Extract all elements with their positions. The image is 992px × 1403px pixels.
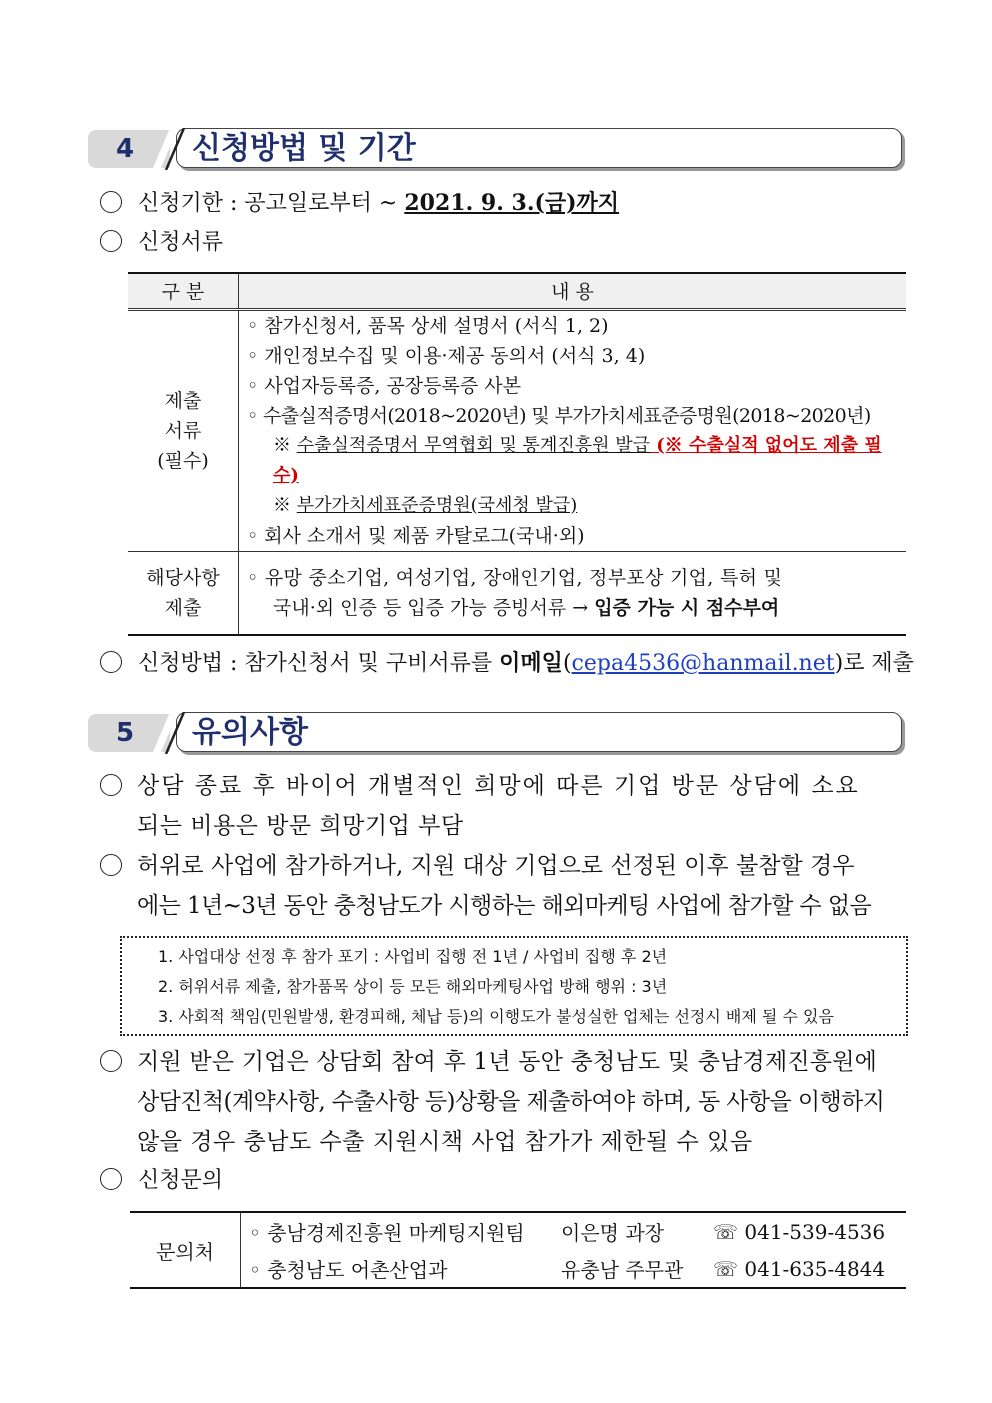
circle-bullet-icon — [100, 854, 122, 876]
email-link[interactable]: cepa4536@hanmail.net — [571, 651, 835, 676]
circle-bullet-icon — [100, 651, 122, 673]
section-5-header — [88, 712, 902, 754]
list-item: ◦ 수출실적증명서(2018~2020년) 및 부가가치세표준증명원(2018~2020년) — [247, 404, 871, 427]
circle-bullet-icon — [100, 774, 122, 796]
method-line: 신청방법 : 참가신청서 및 구비서류를 이메일(cepa4536@hanmail.net)로 제출 — [100, 648, 914, 679]
contact-org: ◦ 충청남도 어촌산업과 — [249, 1258, 448, 1282]
contact-person: 유충남 주무관 — [561, 1258, 684, 1282]
section-title: 신청방법 및 기간 — [192, 131, 416, 166]
section-number: 4 — [88, 130, 170, 168]
contact-person: 이은명 과장 — [561, 1221, 664, 1245]
deadline-line: 신청기한 : 공고일로부터 ~ 2021. 9. 3.(금)까지 — [100, 188, 619, 219]
contact-phone: ☏ 041-539-4536 — [713, 1219, 886, 1244]
circle-bullet-icon — [100, 1168, 122, 1190]
contact-label: 문의처 — [130, 1212, 241, 1288]
note-item: ※ 부가가치세표준증명원(국세청 발급) — [273, 494, 578, 516]
paragraph-false-participation: 허위로 사업에 참가하거나, 지원 대상 기업으로 선정된 이후 불참할 경우 에는 1년~3년 동안 충청남도가 시행하는 해외마케팅 사업에 참가할 수 없음 — [100, 846, 910, 926]
list-item: ◦ 사업자등록증, 공장등록증 사본 — [247, 374, 521, 397]
circle-bullet-icon — [100, 191, 122, 213]
contact-table — [130, 1211, 906, 1289]
circle-bullet-icon — [100, 230, 122, 252]
table-header-content: 내 용 — [239, 273, 907, 309]
note-item: 1. 사업대상 선정 후 참가 포기 : 사업비 집행 전 1년 / 사업비 집행 후 2년 — [158, 947, 668, 966]
list-item: ◦ 참가신청서, 품목 상세 설명서 (서식 1, 2) — [247, 314, 609, 337]
circle-bullet-icon — [100, 1050, 122, 1072]
row-label-applicable: 해당사항 제출 — [128, 551, 239, 635]
note-item: 3. 사회적 책임(민원발생, 환경피해, 체납 등)의 이행도가 불성실한 업체는 선정시 배제 될 수 있음 — [158, 1007, 834, 1026]
inquiry-line: 신청문의 — [100, 1166, 223, 1196]
section-number: 5 — [88, 714, 170, 752]
contact-phone: ☏ 041-635-4844 — [713, 1256, 886, 1281]
list-item: ◦ 회사 소개서 및 제품 카탈로그(국내·외) — [247, 524, 585, 547]
row-content-required — [239, 309, 907, 551]
note-item: ※ 수출실적증명서 무역협회 및 통계진흥원 발급 (※ 수출실적 없어도 제출 필수) — [273, 434, 882, 486]
paragraph-progress-report: 지원 받은 기업은 상담회 참여 후 1년 동안 충청남도 및 충남경제진흥원에 상담진척(계약사항, 수출사항 등)상황을 제출하여야 하며, 동 사항을 이행하지 않을 경우 충남도 수출 지원시책 사업 참가가 제한될 수 있음 — [100, 1042, 910, 1162]
list-item: ◦ 개인정보수집 및 이용·제공 동의서 (서식 3, 4) — [247, 344, 646, 367]
documents-table — [128, 272, 906, 636]
documents-line: 신청서류 — [100, 228, 223, 258]
section-4-header — [88, 128, 902, 170]
deadline-value: 2021. 9. 3.(금)까지 — [404, 190, 620, 216]
section-title: 유의사항 — [192, 715, 308, 750]
penalty-notes-box — [120, 936, 908, 1036]
table-header-category: 구 분 — [128, 273, 239, 309]
contact-org: ◦ 충남경제진흥원 마케팅지원팀 — [249, 1221, 525, 1245]
note-item: 2. 허위서류 제출, 참가품목 상이 등 모든 해외마케팅사업 방해 행위 : 3년 — [158, 977, 668, 996]
row-content-applicable: ◦ 유망 중소기업, 여성기업, 장애인기업, 정부포상 기업, 특허 및 국내·외 인증 등 입증 가능 증빙서류 → 입증 가능 시 점수부여 — [247, 566, 783, 619]
paragraph-visit-cost: 상담 종료 후 바이어 개별적인 희망에 따른 기업 방문 상담에 소요 되는 비용은 방문 희망기업 부담 — [100, 766, 910, 846]
row-label-required: 제출 서류 (필수) — [128, 309, 239, 551]
